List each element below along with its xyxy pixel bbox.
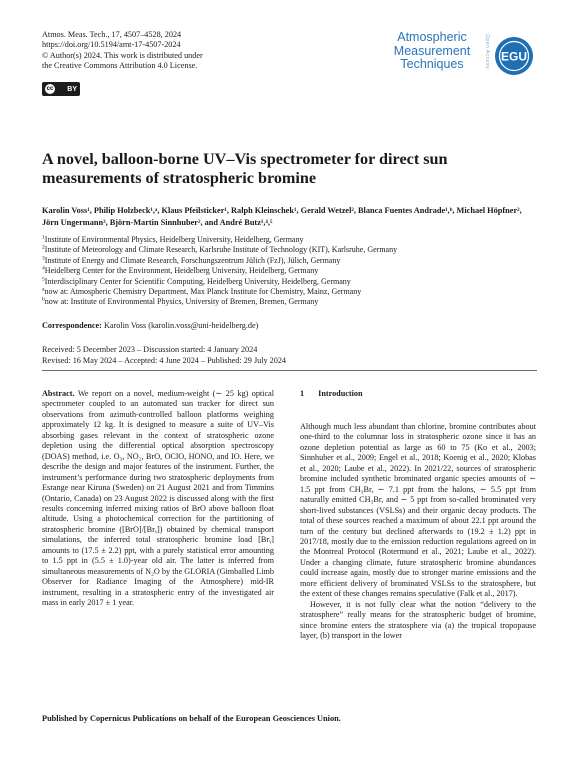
affiliation-item: $^2$Institute of Meteorology and Climate Research, Karlsruhe Institute of Technology (KIT), Karlsruhe, Germany (42, 244, 398, 255)
abstract-label: Abstract. (42, 389, 75, 398)
publisher-footer: Published by Copernicus Publications on behalf of the European Geosciences Union. (42, 714, 341, 723)
open-access-label: Open Access (484, 34, 490, 69)
affiliation-list (42, 235, 538, 308)
journal-name-line-3: Techniques (400, 57, 464, 71)
egu-logo-icon (493, 35, 535, 77)
copyright-line: © Author(s) 2024. This work is distributed under (42, 50, 203, 60)
journal-name-line-1: Atmospheric (397, 30, 467, 44)
correspondence-label: Correspondence: (42, 321, 102, 330)
affiliation-item: $^a$now at: Atmospheric Chemistry Department, Max Planck Institute for Chemistry, Mainz, Germany (42, 286, 362, 297)
abstract-text: We report on a novel, medium-weight (∼ 25 kg) optical spectrometer coupled to an automated sun tracker for direct sun observations from azimuth-controlled balloon platforms weighing approximately 12 kg. It is designed to measure a suite of UV–Vis absorbing gases relevant in the context of stratospheric ozone depletion using the differential optical absorption spectroscopy (DOAS) method, i.e. O₃, NO₂, BrO, OClO, HONO, and IO. Here, we describe the design and major features of the instrument. Further, the instrument’s performance during two stratospheric deployments from Esrange near Kiruna (Sweden) on 21 August 2021 and from Timmins (Ontario, Canada) on 23 August 2022 is discussed along with the first results concerning inferred mixing ratios of BrO above balloon float altitude. Using a photochemical correction for the partitioning of stratospheric bromine ([BrO]/[Brᵧ]) obtained by chemical transport simulations, the inferred total stratospheric bromine load [Brᵧ] amounts to (17.5 ± 2.2) ppt, with a purely statistical error amounting to 1.5 ppt in (5.5 ± 1.0)-year old air. The latter is inferred from simultaneous measurements of N₂O by the GLORIA (Gimballed Limb Observer for Radiance Imaging of the Atmosphere) mid-IR instrument, resulting in a stratospheric entry of the investigated air mass in early 2017 ± 1 year. (42, 389, 275, 608)
doi-link[interactable]: https://doi.org/10.5194/amt-17-4507-2024 (42, 40, 181, 50)
cc-by-label: BY (67, 85, 77, 93)
affiliation-item: $^3$Institute of Energy and Climate Research, Forschungszentrum Jülich (FzJ), Jülich, Germany (42, 255, 341, 265)
license-line: the Creative Commons Attribution 4.0 License. (42, 61, 198, 71)
citation-block (42, 30, 203, 72)
egu-logo-text: EGU (500, 49, 528, 64)
cc-icon: cc (46, 86, 54, 92)
revised-dates: Revised: 16 May 2024 – Accepted: 4 June 2024 – Published: 29 July 2024 (42, 355, 287, 365)
section-heading (300, 389, 363, 398)
intro-paragraph: However, it is not fully clear what the notion “delivery to the stratosphere” really means for the stratospheric budget of bromine, since bromine enters the stratosphere via (a) the tropical tropopause layer, (b) transport in the lower (300, 599, 536, 641)
section-title: Introduction (318, 389, 363, 398)
correspondence (42, 321, 258, 330)
affiliation-item: $^b$now at: Institute of Environmental Physics, University of Bremen, Bremen, Germany (42, 296, 319, 307)
journal-name (382, 31, 482, 72)
journal-name-line-2: Measurement (393, 43, 471, 58)
affiliation-item: $^5$Interdisciplinary Center for Scientific Computing, Heidelberg University, Heidelberg, Germany (42, 275, 351, 286)
journal-citation: Atmos. Meas. Tech., 17, 4507–4528, 2024 (42, 30, 182, 39)
affiliation-item: $^4$Heidelberg Center for the Environment, Heidelberg University, Heidelberg, Germany (42, 265, 319, 276)
section-number: 1 (300, 389, 305, 398)
cc-license-badge[interactable] (42, 82, 80, 96)
affiliation-item: $^1$Institute of Environmental Physics, Heidelberg University, Heidelberg, Germany (42, 234, 304, 244)
correspondence-text[interactable]: Karolin Voss (karolin.voss@uni-heidelberg.de) (103, 321, 259, 330)
author-list: Karolin Voss¹, Philip Holzbeck¹,ᵃ, Klaus Pfeilsticker¹, Ralph Kleinschek¹, Gerald Wetzel², Blanca Fuentes Andrade¹,ᵇ, Michael Höpfner², Jörn Ungermann³, Björn-Martin Sinnhuber², and André Butz¹,⁴,⁵ (42, 206, 522, 227)
received-dates: Received: 5 December 2023 – Discussion started: 4 January 2024 (42, 345, 258, 354)
intro-paragraph: Although much less abundant than chlorine, bromine contributes about one-third to the columnar loss in stratospheric ozone since it has an ozone depletion potential as large as 60 to 75 (Ko et al., 2003; Sinnhuber et al., 2009; Engel et al., 2018; Koenig et al., 2020; Klobas et al., 2020; Laube et al., 2022). In 2021/22, sources of stratospheric bromine included synthetic brominated organic species amounts of ∼ 1.5 ppt from CH₃Br, ∼ 7.1 ppt from the halons, ∼ 5.5 ppt from naturally emitted CH₃Br, and ∼ 5 ppt from so-called brominated very short-lived substances (VSLSs) and their organic decay products. The total of these sources reached a maximum of about 22.1 ppt around the turn of the century but declined afterwards to (19.2 ± 1.2) ppt in 2017/18, mostly due to the emission reduction regulations agreed on in the Montreal Protocol (Rotermund et al., 2021; Laube et al., 2022). Under a changing climate, future stratospheric bromine abundances could increase again, mostly due to stronger marine emissions and the more efficient delivery of brominated VSLSs to the stratosphere, but the extent of these changes remains speculative (Falk et al., 2017). (300, 422, 536, 599)
introduction-body (300, 422, 536, 642)
abstract (42, 389, 274, 609)
header-divider (42, 370, 537, 371)
publication-dates (42, 345, 286, 366)
paper-title: A novel, balloon-borne UV–Vis spectrometer for direct sun measurements of stratospheric bromine (42, 150, 448, 187)
